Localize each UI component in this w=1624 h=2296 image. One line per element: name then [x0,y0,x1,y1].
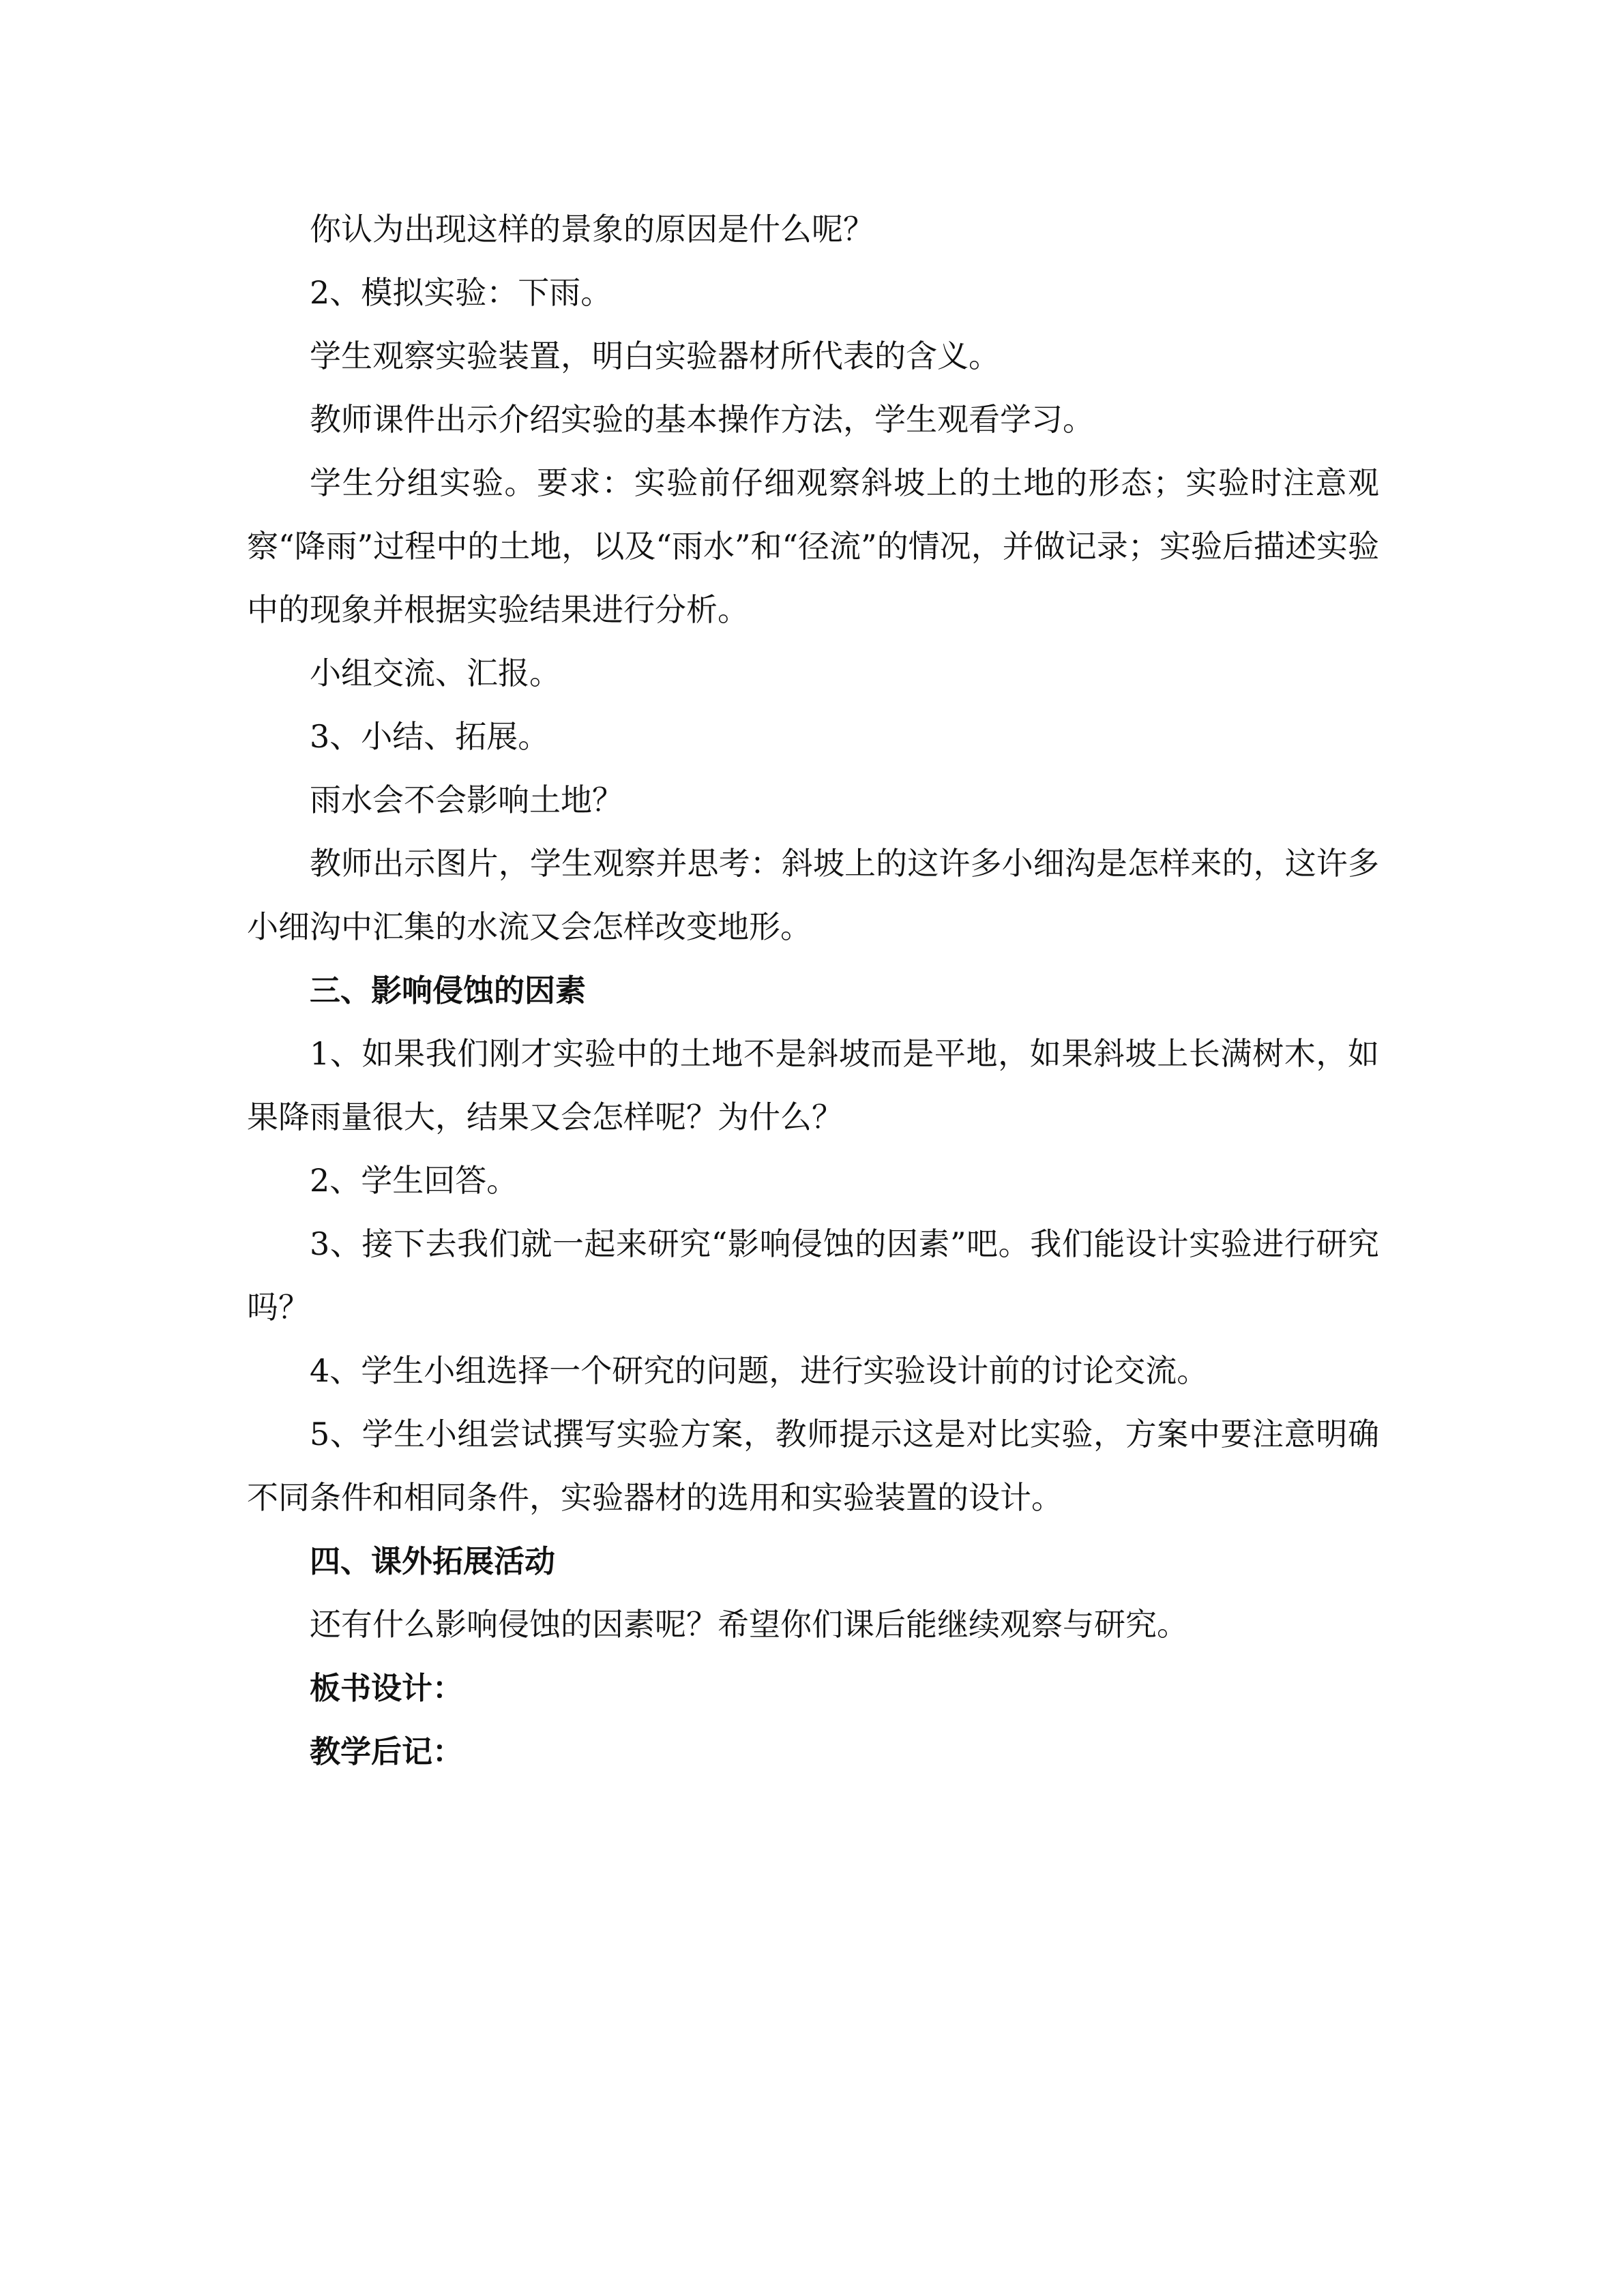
paragraph-simulation-rain: 2、模拟实验：下雨。 [310,274,612,311]
document-body [247,198,1379,1783]
section-heading-erosion-factors: 三、影响侵蚀的因素 [310,972,587,1009]
paragraph-factor-question: 1、如果我们刚才实验中的土地不是斜坡而是平地，如果斜坡上长满树木，如果降雨量很大，结果又会怎样呢？为什么？ [247,1035,1379,1135]
section-heading-extension-activity: 四、课外拓展活动 [310,1543,556,1579]
paragraph-picture-think: 教师出示图片，学生观察并思考：斜坡上的这许多小细沟是怎样来的，这许多小细沟中汇集的水流又会怎样改变地形。 [247,845,1379,945]
paragraph-rain-question: 雨水会不会影响土地？ [310,781,623,818]
paragraph-student-answer: 2、学生回答。 [310,1162,518,1199]
paragraph-write-plan: 5、学生小组尝试撰写实验方案，教师提示这是对比实验，方案中要注意明确不同条件和相同条件，实验器材的选用和实验装置的设计。 [247,1416,1379,1516]
paragraph-choose-question: 4、学生小组选择一个研究的问题，进行实验设计前的讨论交流。 [310,1352,1209,1389]
paragraph-group-experiment: 学生分组实验。要求：实验前仔细观察斜坡上的土地的形态；实验时注意观察“降雨”过程中的土地，以及“雨水”和“径流”的情况，并做记录；实验后描述实验中的现象并根据实验结果进行分析。 [247,464,1379,628]
paragraph-group-report: 小组交流、汇报。 [310,655,561,691]
paragraph-more-factors: 还有什么影响侵蚀的因素呢？希望你们课后能继续观察与研究。 [310,1606,1188,1643]
heading-teaching-notes: 教学后记： [310,1733,464,1770]
heading-board-design: 板书设计： [310,1670,464,1706]
paragraph-summary-extension: 3、小结、拓展。 [310,718,550,755]
paragraph-cause-question: 你认为出现这样的景象的原因是什么呢？ [310,211,874,248]
paragraph-observe-apparatus: 学生观察实验装置，明白实验器材所代表的含义。 [310,338,1000,374]
paragraph-teacher-demo: 教师课件出示介绍实验的基本操作方法，学生观看学习。 [310,401,1094,438]
paragraph-research-factors: 3、接下去我们就一起来研究“影响侵蚀的因素”吧。我们能设计实验进行研究吗？ [247,1225,1379,1326]
